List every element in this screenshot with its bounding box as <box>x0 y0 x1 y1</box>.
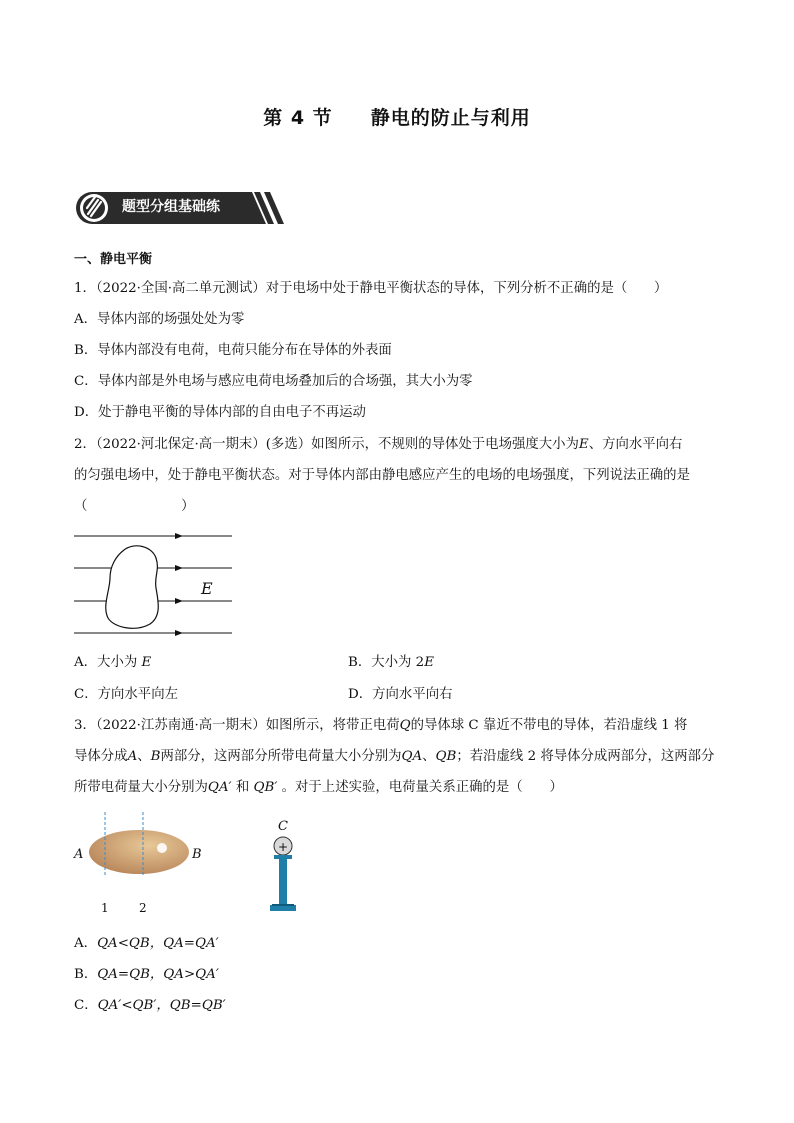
section-banner <box>74 188 284 228</box>
section-heading: 一、静电平衡 <box>74 252 153 267</box>
q3-stem-line3: 所带电荷量大小分别为QA′ 和 QB′ 。对于上述实验，电荷量关系正确的是（ ） <box>74 780 563 795</box>
label-2: 2 <box>139 901 147 915</box>
q2-stem-line1: 2．（2022·河北保定·高一期末）(多选）如图所示，不规则的导体处于电场强度大小为E、方向水平向右 <box>74 437 683 452</box>
conductor-shape <box>106 546 159 628</box>
q3-option-a: A．QA<QB，QA=QA′ <box>74 936 219 951</box>
q2-option-a: A．大小为 E <box>74 655 152 670</box>
label-A: A <box>74 847 84 862</box>
label-1: 1 <box>101 901 109 915</box>
q2-option-d: D．方向水平向右 <box>348 687 453 702</box>
field-label-E: E <box>201 579 213 598</box>
q2-option-c: C．方向水平向左 <box>74 687 178 702</box>
q2-answer-bracket: （ ） <box>74 499 195 514</box>
q3-stem-line2: 导体分成A、B两部分，这两部分所带电荷量大小分别为QA、QB；若沿虚线 2 将导体分成两部分，这两部分 <box>74 749 715 764</box>
q1-option-d: D．处于静电平衡的导体内部的自由电子不再运动 <box>74 405 366 420</box>
plus-sign: + <box>278 840 289 854</box>
q2-figure <box>74 528 244 643</box>
label-C: C <box>278 819 288 834</box>
q2-stem-line2: 的匀强电场中，处于静电平衡状态。对于导体内部由静电感应产生的电场的电场强度，下列说法正确的是 <box>74 468 690 483</box>
q2-var-E: E <box>578 437 589 452</box>
page-title: 第 4 节 静电的防止与利用 <box>263 107 531 129</box>
q1-stem: 1．（2022·全国·高二单元测试）对于电场中处于静电平衡状态的导体，下列分析不正确的是（ ） <box>74 281 668 296</box>
label-B: B <box>192 847 202 862</box>
q3-stem-line1: 3．（2022·江苏南通·高一期末）如图所示，将带正电荷Q的导体球 C 靠近不带电的导体，若沿虚线 1 将 <box>74 718 688 733</box>
q1-option-a: A．导体内部的场强处处为零 <box>74 312 245 327</box>
clip-icon <box>80 194 108 222</box>
conductor-ellipse <box>89 830 189 874</box>
q1-option-b: B．导体内部没有电荷，电荷只能分布在导体的外表面 <box>74 343 392 358</box>
q1-option-c: C．导体内部是外电场与感应电荷电场叠加后的合场强，其大小为零 <box>74 374 473 389</box>
q3-option-c: C．QA′<QB′，QB=QB′ <box>74 998 226 1013</box>
q3-option-b: B．QA=QB，QA>QA′ <box>74 967 219 982</box>
q2-option-b: B．大小为 2E <box>348 655 434 670</box>
charged-sphere-stand <box>270 837 296 911</box>
banner-label: 题型分组基础练 <box>122 199 220 215</box>
q3-figure <box>74 812 314 922</box>
